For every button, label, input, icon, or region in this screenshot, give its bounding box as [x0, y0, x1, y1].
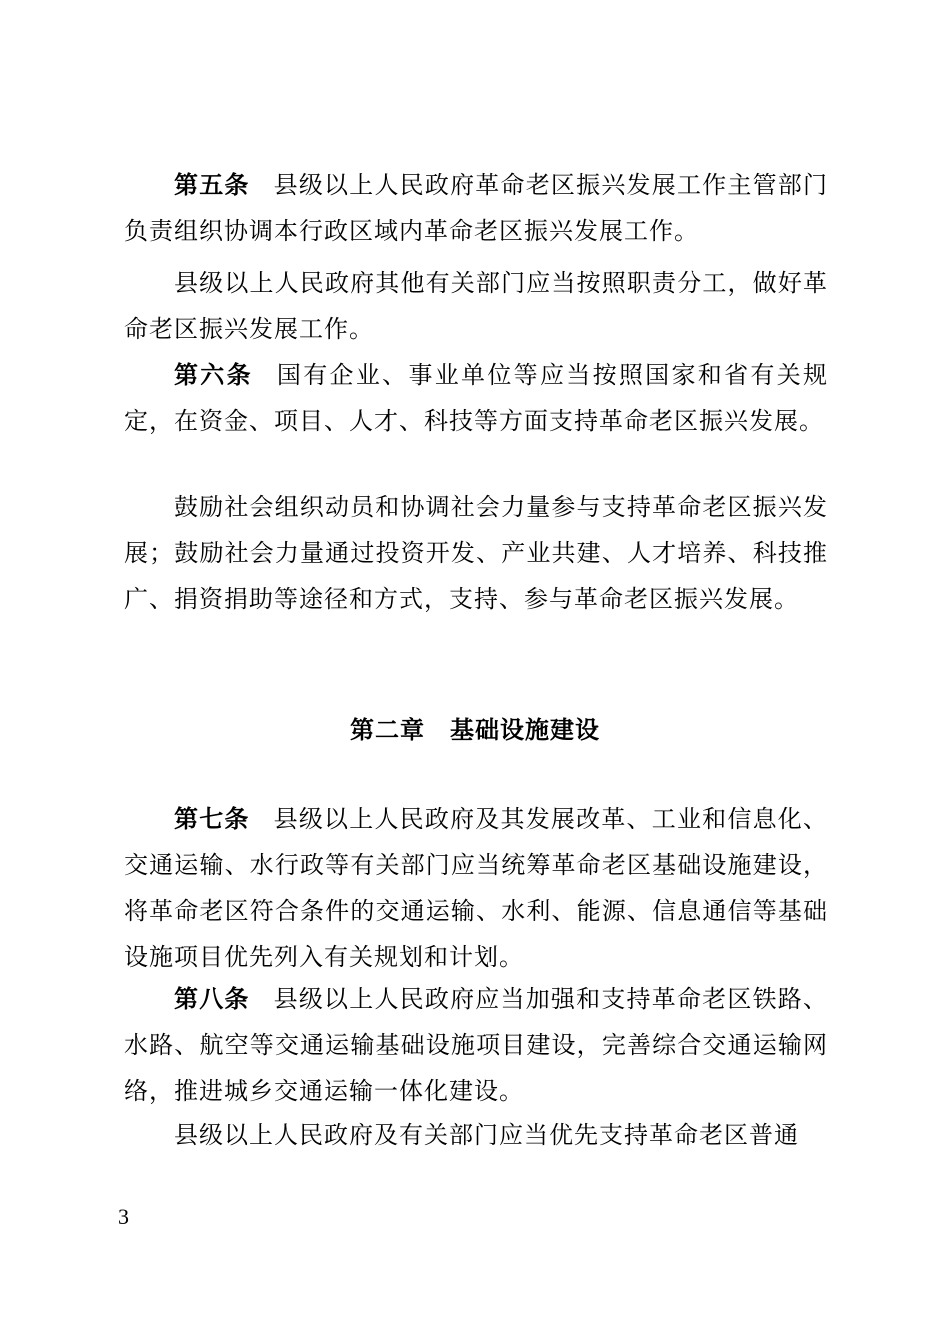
article-7 — [124, 796, 828, 980]
article-6 — [124, 352, 828, 444]
article-7-label: 第七条 — [174, 804, 250, 833]
article-8-label: 第八条 — [174, 984, 250, 1013]
article-5-paragraph-2: 县级以上人民政府其他有关部门应当按照职责分工，做好革命老区振兴发展工作。 — [124, 269, 828, 343]
chapter-title: 基础设施建设 — [450, 716, 600, 744]
article-6-paragraph-2: 鼓励社会组织动员和协调社会力量参与支持革命老区振兴发展；鼓励社会力量通过投资开发、产业共建、人才培养、科技推广、捐资捐助等途径和方式，支持、参与革命老区振兴发展。 — [124, 493, 828, 613]
article-5 — [124, 162, 828, 254]
page-number: 3 — [118, 1204, 129, 1229]
chapter-label: 第二章 — [350, 716, 425, 744]
article-8-text: 县级以上人民政府应当加强和支持革命老区铁路、水路、航空等交通运输基础设施项目建设，完善综合交通运输网络，推进城乡交通运输一体化建设。 — [124, 985, 828, 1105]
article-6-label: 第六条 — [174, 360, 253, 389]
article-5-text: 县级以上人民政府革命老区振兴发展工作主管部门负责组织协调本行政区域内革命老区振兴发展工作。 — [124, 171, 828, 245]
article-6-text: 国有企业、事业单位等应当按照国家和省有关规定，在资金、项目、人才、科技等方面支持革命老区振兴发展。 — [124, 361, 829, 435]
chapter-heading — [0, 710, 950, 750]
article-7-text: 县级以上人民政府及其发展改革、工业和信息化、交通运输、水行政等有关部门应当统筹革命老区基础设施建设，将革命老区符合条件的交通运输、水利、能源、信息通信等基础设施项目优先列入有关规划和计划。 — [124, 805, 828, 971]
article-5-label: 第五条 — [174, 170, 250, 199]
article-8-paragraph-2: 县级以上人民政府及有关部门应当优先支持革命老区普通 — [174, 1121, 799, 1149]
article-8 — [124, 976, 828, 1114]
